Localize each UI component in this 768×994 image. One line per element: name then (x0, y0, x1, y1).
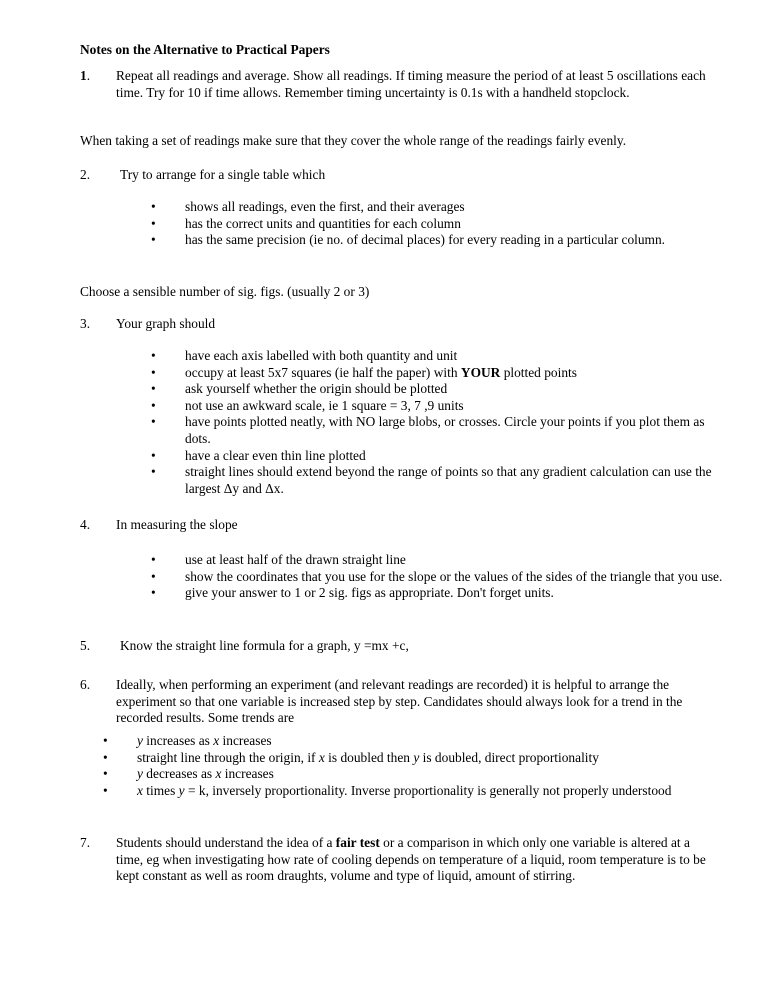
section-4 (80, 517, 720, 534)
section-2-text: Try to arrange for a single table which (120, 167, 326, 182)
list-item (103, 783, 723, 800)
section-3-bullet-list (151, 348, 726, 497)
variable-x: x (215, 766, 222, 782)
list-item-text: increases as (142, 733, 214, 748)
list-item (151, 365, 726, 382)
list-item: • have points plotted neatly, with NO large blobs, or crosses. Circle your points if you plot them as dots. (151, 414, 726, 447)
list-item: • give your answer to 1 or 2 sig. figs as appropriate. Don't forget units. (151, 585, 726, 602)
list-item: • show the coordinates that you use for the slope or the values of the sides of the triangle that you use. (151, 569, 726, 586)
section-1 (80, 68, 720, 118)
section-2 (80, 167, 720, 184)
list-item (103, 766, 723, 783)
section-7-text-part: or a comparison in which only one variable is altered at a time, eg when investigating how rate of cooling depends on temperature of a liquid, room temperature is to be kept constant as well as room draughts, volume and type of liquid, amount of stirring. (116, 835, 706, 884)
section-7-text (116, 835, 720, 885)
list-item: • have each axis labelled with both quantity and unit (151, 348, 726, 365)
paragraph-sig-figs: Choose a sensible number of sig. figs. (usually 2 or 3) (80, 284, 370, 299)
section-1-number-value: 1 (80, 68, 87, 83)
list-item: • not use an awkward scale, ie 1 square = 3, 7 ,9 units (151, 398, 726, 415)
section-2-bullet-list (151, 199, 726, 249)
list-item-text: is doubled, direct proportionality (419, 749, 599, 765)
list-item-emphasis: YOUR (460, 364, 501, 380)
list-item (103, 733, 723, 750)
list-item-text: plotted points (500, 364, 577, 380)
list-item: • straight lines should extend beyond the range of points so that any gradient calculation can use the largest Δy and Δx. (151, 464, 726, 497)
paragraph-readings-range: When taking a set of readings make sure that they cover the whole range of the readings fairly evenly. (80, 133, 627, 148)
section-4-text: In measuring the slope (116, 517, 238, 532)
list-item: • shows all readings, even the first, and their averages (151, 199, 726, 216)
variable-x: x (318, 749, 325, 765)
section-3-number: 3. (80, 316, 91, 331)
list-item-text: = k, inversely proportionality. Inverse proportionality is generally not properly understood (184, 782, 672, 798)
list-item-text: occupy at least 5x7 squares (ie half the paper) with (185, 364, 461, 380)
section-5-number: 5. (80, 638, 91, 653)
section-6 (80, 677, 720, 727)
list-item: • have a clear even thin line plotted (151, 448, 726, 465)
variable-y: y (413, 749, 420, 765)
section-3-text: Your graph should (116, 316, 216, 331)
section-6-trend-list (103, 733, 723, 799)
section-5 (80, 638, 720, 655)
variable-x: x (137, 782, 143, 798)
list-item-text: increases (221, 766, 274, 782)
variable-y: y (137, 733, 143, 748)
list-item-text: decreases as (142, 766, 216, 782)
section-6-number: 6. (80, 677, 91, 692)
section-3 (80, 316, 720, 333)
variable-x: x (213, 733, 220, 748)
list-item-text: increases (219, 733, 272, 748)
variable-y: y (178, 782, 185, 798)
section-7-number: 7. (80, 835, 91, 850)
list-item-text: is doubled then (324, 749, 414, 765)
fair-test-term: fair test (335, 835, 380, 850)
section-7 (80, 835, 720, 902)
section-1-number (80, 68, 90, 85)
list-item: • has the same precision (ie no. of decimal places) for every reading in a particular column. (151, 232, 726, 249)
list-item-text: straight line through the origin, if (137, 749, 319, 765)
list-item: • use at least half of the drawn straight line (151, 552, 726, 569)
section-2-number: 2. (80, 167, 91, 182)
section-7-text-part: Students should understand the idea of a (116, 835, 336, 850)
list-item (103, 750, 723, 767)
page-title: Notes on the Alternative to Practical Papers (80, 42, 330, 57)
list-item: • ask yourself whether the origin should be plotted (151, 381, 726, 398)
section-1-number-dot: . (86, 68, 91, 83)
section-1-text: Repeat all readings and average. Show all readings. If timing measure the period of at least 5 oscillations each time. Try for 10 if time allows. Remember timing uncertainty is 0.1s with a handheld stopclock. (116, 68, 706, 100)
section-4-bullet-list (151, 552, 726, 602)
section-5-text: Know the straight line formula for a graph, y =mx +c, (120, 638, 409, 653)
list-item: • has the correct units and quantities for each column (151, 216, 726, 233)
section-4-number: 4. (80, 517, 91, 532)
list-item-text: times (142, 782, 179, 798)
section-6-text: Ideally, when performing an experiment (and relevant readings are recorded) it is helpful to arrange the experiment so that one variable is increased step by step. Candidates should always look for a trend in the recorded results. Some trends are (116, 677, 683, 726)
variable-y: y (137, 766, 143, 782)
